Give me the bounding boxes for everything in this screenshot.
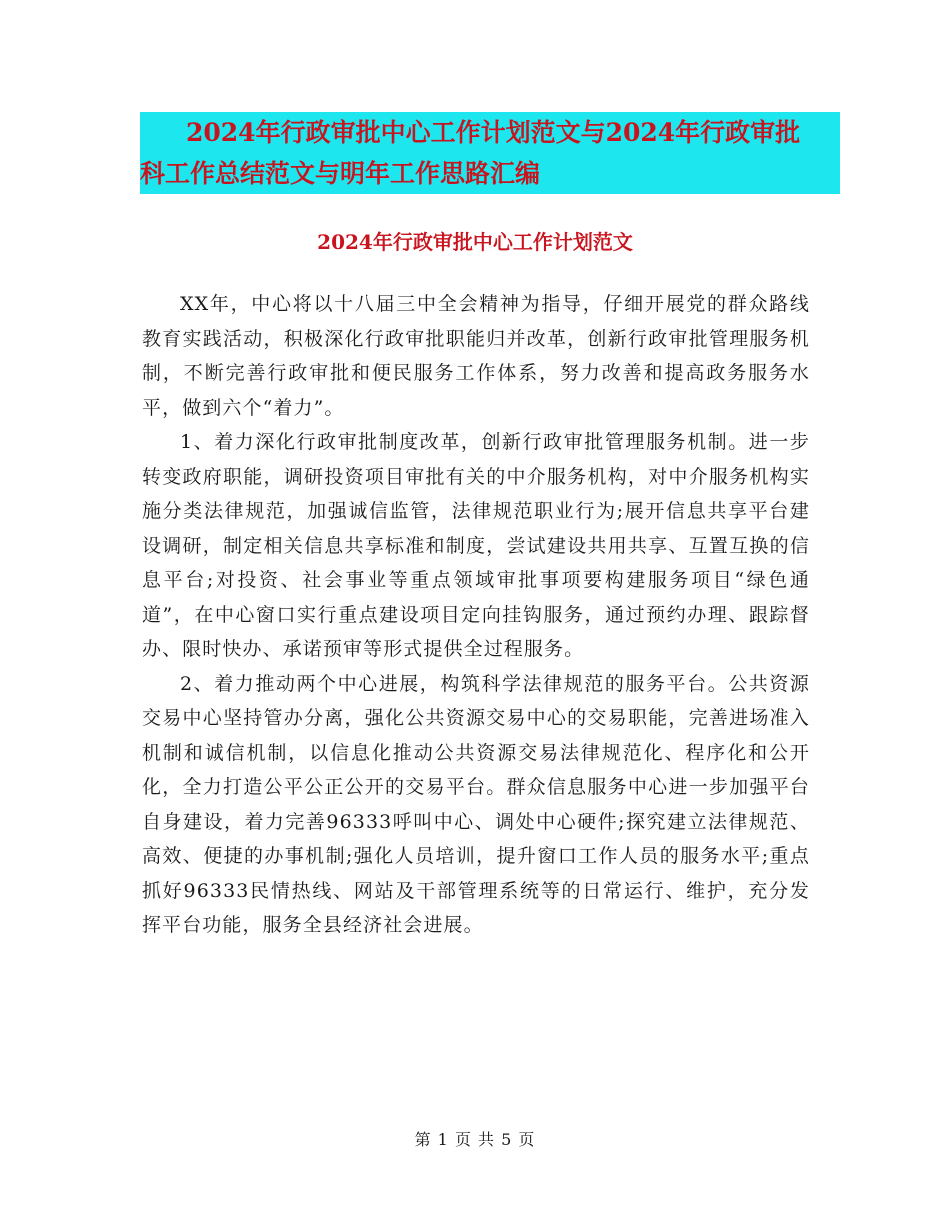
- section-title: 2024年行政审批中心工作计划范文: [317, 230, 633, 254]
- paragraph-intro: XX年，中心将以十八届三中全会精神为指导，仔细开展党的群众路线教育实践活动，积极深化行政审批职能归并改革，创新行政审批管理服务机制，不断完善行政审批和便民服务工作体系，努力改善和提高政务服务水平，做到六个“着力”。: [142, 293, 810, 419]
- document-title-line-2: [140, 153, 840, 194]
- title-highlight-2: 科工作总结范文与明年工作思路汇编: [140, 159, 541, 188]
- document-title-line-1: [140, 112, 840, 153]
- paragraph-item-1: 1、着力深化行政审批制度改革，创新行政审批管理服务机制。进一步转变政府职能，调研投资项目审批有关的中介服务机构，对中介服务机构实施分类法律规范，加强诚信监管，法律规范职业行为;展开信息共享平台建设调研，制定相关信息共享标准和制度，尝试建设共用共享、互置互换的信息平台;对投资、社会事业等重点领域审批事项要构建服务项目“绿色通道”，在中心窗口实行重点建设项目定向挂钩服务，通过预约办理、跟踪督办、限时快办、承诺预审等形式提供全过程服务。: [142, 431, 810, 660]
- body-text: [142, 287, 810, 943]
- page-footer: 第 1 页 共 5 页: [414, 1130, 536, 1149]
- title-highlight-1: 2024年行政审批中心工作计划范文与2024年行政审批: [186, 118, 801, 147]
- paragraph-item-2: 2、着力推动两个中心进展，构筑科学法律规范的服务平台。公共资源交易中心坚持管办分离，强化公共资源交易中心的交易职能，完善进场准入机制和诚信机制，以信息化推动公共资源交易法律规范化、程序化和公开化，全力打造公平公正公开的交易平台。群众信息服务中心进一步加强平台自身建设，着力完善96333呼叫中心、调处中心硬件;探究建立法律规范、高效、便捷的办事机制;强化人员培训，提升窗口工作人员的服务水平;重点抓好96333民情热线、网站及干部管理系统等的日常运行、维护，充分发挥平台功能，服务全县经济社会进展。: [142, 672, 810, 936]
- document-title: [140, 112, 840, 194]
